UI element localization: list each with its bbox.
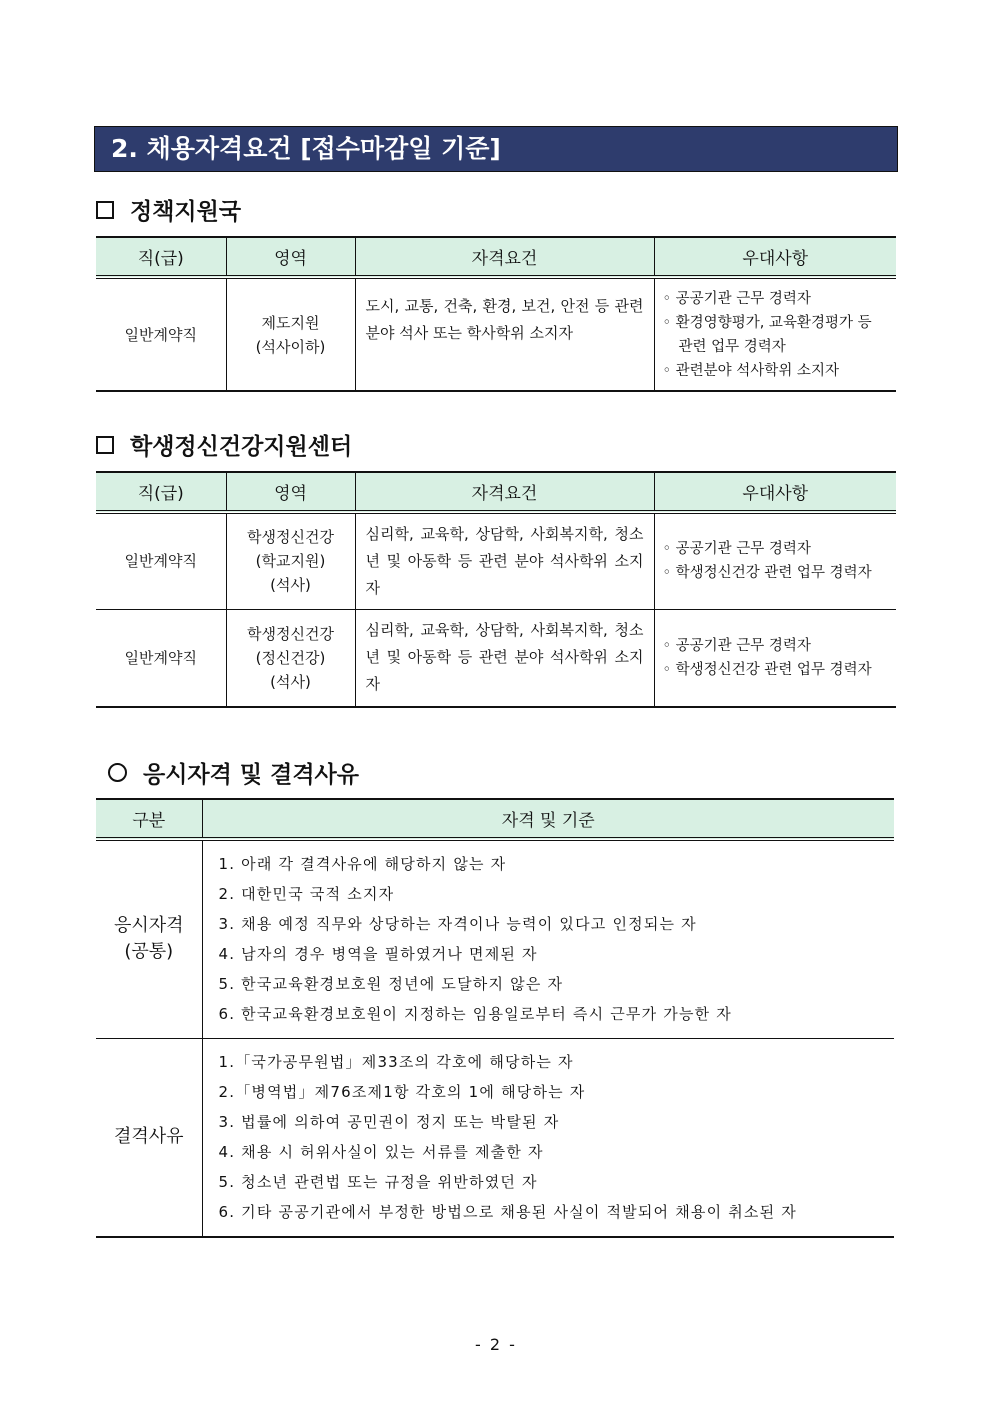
col-header-rank: 직(급) (96, 472, 226, 512)
preference-item: ◦ 공공기관 근무 경력자 (662, 637, 811, 654)
list-item: 4. 남자의 경우 병역을 필하였거나 면제된 자 (218, 945, 538, 964)
requirement-cell: 심리학, 교육학, 상담학, 사회복지학, 청소년 및 아동학 등 관련 분야 석사학위 소지자 (355, 512, 654, 609)
policy-table (96, 236, 896, 392)
preference-item: ◦ 공공기관 근무 경력자 (662, 290, 811, 307)
area-cell (226, 512, 355, 609)
preference-item: ◦ 학생정신건강 관련 업무 경력자 (662, 661, 872, 678)
list-item: 3. 법률에 의하여 공민권이 정지 또는 박탈된 자 (218, 1113, 560, 1132)
list-item: 3. 채용 예정 직무와 상당하는 자격이나 능력이 있다고 인정되는 자 (218, 915, 697, 934)
list-item: 2.「병역법」제76조제1항 각호의 1에 해당하는 자 (218, 1083, 586, 1102)
col-header-requirement: 자격요건 (355, 472, 654, 512)
col-header-rank: 직(급) (96, 237, 226, 277)
section-heading-mental-health (96, 428, 352, 461)
category-label: 응시자격 (113, 915, 184, 937)
list-item: 6. 기타 공공기관에서 부정한 방법으로 채용된 사실이 적발되어 채용이 취소된 자 (218, 1203, 797, 1222)
list-item: 1.「국가공무원법」제33조의 각호에 해당하는 자 (218, 1053, 574, 1072)
criteria-list (202, 839, 894, 1038)
requirement-cell: 심리학, 교육학, 상담학, 사회복지학, 청소년 및 아동학 등 관련 분야 석사학위 소지자 (355, 609, 654, 707)
preference-cell (654, 277, 896, 391)
table-row (96, 512, 896, 609)
area-cell (226, 277, 355, 391)
area-line: 학생정신건강 (247, 624, 334, 643)
disqualification-row (96, 1038, 894, 1237)
category-cell (96, 839, 202, 1038)
category-label: (공통) (124, 941, 174, 963)
list-item: 5. 청소년 관련법 또는 규정을 위반하였던 자 (218, 1173, 538, 1192)
area-line: (정신건강) (255, 648, 326, 667)
section-title: 정책지원국 (130, 199, 242, 225)
list-item: 2. 대한민국 국적 소지자 (218, 885, 395, 904)
square-bullet-icon (96, 436, 114, 454)
area-line: (학교지원) (255, 552, 326, 571)
area-line: (석사) (270, 576, 311, 595)
square-bullet-icon (96, 201, 114, 219)
requirement-cell: 도시, 교통, 건축, 환경, 보건, 안전 등 관련 분야 석사 또는 학사학위 소지자 (355, 277, 654, 391)
qualification-table (96, 798, 894, 1238)
area-cell (226, 609, 355, 707)
col-header-category: 구분 (96, 799, 202, 839)
col-header-requirement: 자격요건 (355, 237, 654, 277)
criteria-list (202, 1038, 894, 1237)
preference-item: ◦ 공공기관 근무 경력자 (662, 541, 811, 558)
col-header-preference: 우대사항 (654, 472, 896, 512)
col-header-preference: 우대사항 (654, 237, 896, 277)
section-title: 학생정신건강지원센터 (130, 434, 353, 460)
area-line: 제도지원 (261, 313, 320, 332)
area-line: 학생정신건강 (247, 528, 334, 547)
col-header-area: 영역 (226, 237, 355, 277)
list-item: 4. 채용 시 허위사실이 있는 서류를 제출한 자 (218, 1143, 544, 1162)
preference-item: ◦ 학생정신건강 관련 업무 경력자 (662, 565, 872, 582)
table-row (96, 609, 896, 707)
preference-cell (654, 609, 896, 707)
table-row (96, 277, 896, 391)
mental-health-table (96, 471, 896, 708)
rank-cell: 일반계약직 (96, 609, 226, 707)
section-banner: 2. 채용자격요건 [접수마감일 기준] (94, 126, 898, 172)
preference-cell (654, 512, 896, 609)
preference-item: ◦ 환경영향평가, 교육환경평가 등 관련 업무 경력자 (662, 314, 872, 355)
col-header-criteria: 자격 및 기준 (202, 799, 894, 839)
category-cell: 결격사유 (96, 1038, 202, 1237)
list-item: 5. 한국교육환경보호원 정년에 도달하지 않은 자 (218, 975, 564, 994)
section-heading-policy (96, 193, 241, 226)
preference-item: ◦ 관련분야 석사학위 소지자 (662, 362, 839, 379)
section-title: 응시자격 및 결격사유 (143, 762, 359, 788)
list-item: 6. 한국교육환경보호원이 지정하는 임용일로부터 즉시 근무가 가능한 자 (218, 1005, 733, 1024)
rank-cell: 일반계약직 (96, 277, 226, 391)
col-header-area: 영역 (226, 472, 355, 512)
section-heading-qualification (108, 756, 359, 789)
qualification-row (96, 839, 894, 1038)
area-line: (석사) (270, 672, 311, 691)
circle-bullet-icon (108, 763, 127, 782)
page-number: - 2 - (475, 1335, 517, 1354)
list-item: 1. 아래 각 결격사유에 해당하지 않는 자 (218, 855, 507, 874)
rank-cell: 일반계약직 (96, 512, 226, 609)
area-line: (석사이하) (255, 337, 326, 356)
